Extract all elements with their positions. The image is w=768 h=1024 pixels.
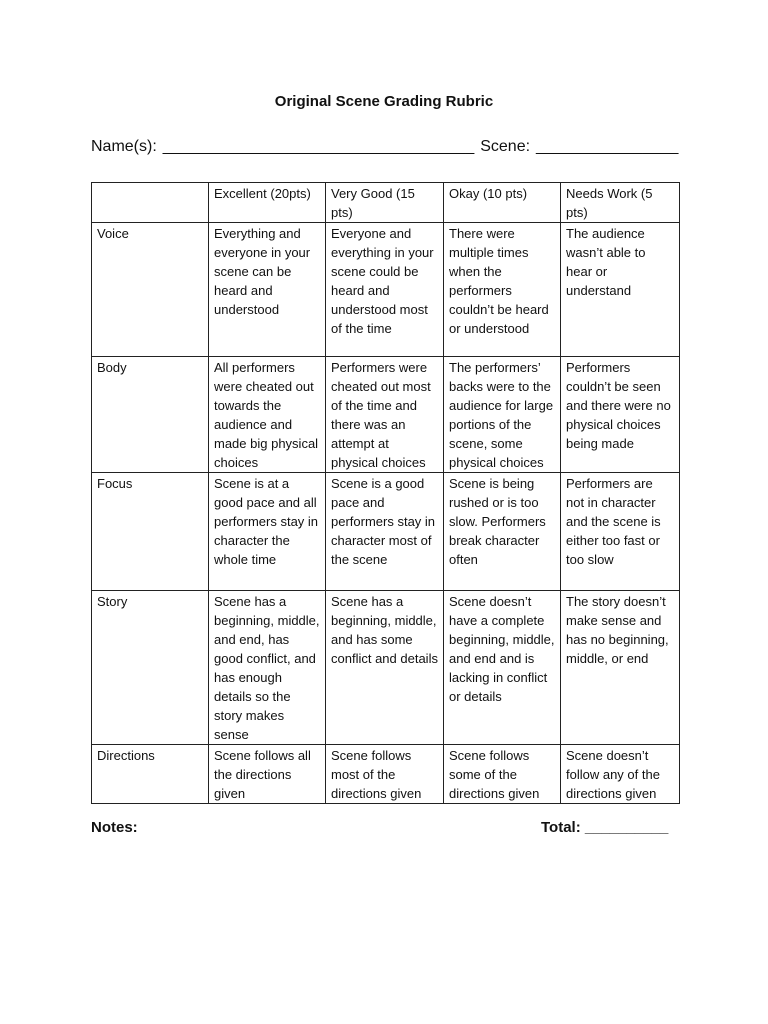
header-cell-blank bbox=[92, 183, 209, 223]
header-cell-okay: Okay (10 pts) bbox=[444, 183, 561, 223]
rubric-cell: Scene has a beginning, middle, and has some conflict and details bbox=[326, 591, 444, 745]
page-title: Original Scene Grading Rubric bbox=[274, 93, 494, 110]
rubric-cell: Performers were cheated out most of the time and there was an attempt at physical choices bbox=[326, 357, 444, 473]
category-cell: Voice bbox=[92, 223, 209, 357]
rubric-cell: There were multiple times when the performers couldn’t be heard or understood bbox=[444, 223, 561, 357]
header-cell-very-good: Very Good (15 pts) bbox=[326, 183, 444, 223]
header-cell-needs-work: Needs Work (5 pts) bbox=[561, 183, 680, 223]
rubric-cell: The story doesn’t make sense and has no beginning, middle, or end bbox=[561, 591, 680, 745]
total-label[interactable]: Total: __________ bbox=[541, 819, 669, 836]
table-row bbox=[92, 591, 680, 745]
notes-label: Notes: bbox=[91, 819, 138, 836]
rubric-cell: Everyone and everything in your scene could be heard and understood most of the time bbox=[326, 223, 444, 357]
rubric-cell: All performers were cheated out towards the audience and made big physical choices bbox=[209, 357, 326, 473]
rubric-cell: Performers are not in character and the scene is either too fast or too slow bbox=[561, 473, 680, 591]
category-cell: Body bbox=[92, 357, 209, 473]
scene-blank[interactable]: ________________ bbox=[536, 138, 679, 155]
names-scene-line bbox=[91, 138, 691, 156]
table-row bbox=[92, 357, 680, 473]
table-row bbox=[92, 745, 680, 804]
rubric-cell: Scene follows most of the directions given bbox=[326, 745, 444, 804]
rubric-cell: Scene is at a good pace and all performers stay in character the whole time bbox=[209, 473, 326, 591]
rubric-cell: Scene follows all the directions given bbox=[209, 745, 326, 804]
rubric-cell: Scene has a beginning, middle, and end, has good conflict, and has enough details so the story makes sense bbox=[209, 591, 326, 745]
rubric-header-row bbox=[92, 183, 680, 223]
rubric-cell: Performers couldn’t be seen and there were no physical choices being made bbox=[561, 357, 680, 473]
names-label: Name(s): bbox=[91, 138, 157, 155]
rubric-table bbox=[91, 182, 680, 804]
rubric-cell: Scene doesn’t have a complete beginning, middle, and end and is lacking in conflict or details bbox=[444, 591, 561, 745]
header-cell-excellent: Excellent (20pts) bbox=[209, 183, 326, 223]
names-blank[interactable]: ___________________________________ bbox=[162, 138, 475, 155]
rubric-cell: The audience wasn’t able to hear or understand bbox=[561, 223, 680, 357]
table-row bbox=[92, 473, 680, 591]
rubric-cell: Scene follows some of the directions given bbox=[444, 745, 561, 804]
rubric-cell: Everything and everyone in your scene can be heard and understood bbox=[209, 223, 326, 357]
category-cell: Directions bbox=[92, 745, 209, 804]
rubric-cell: The performers’ backs were to the audience for large portions of the scene, some physical choices bbox=[444, 357, 561, 473]
category-cell: Focus bbox=[92, 473, 209, 591]
rubric-cell: Scene is being rushed or is too slow. Performers break character often bbox=[444, 473, 561, 591]
rubric-cell: Scene is a good pace and performers stay in character most of the scene bbox=[326, 473, 444, 591]
rubric-cell: Scene doesn’t follow any of the directions given bbox=[561, 745, 680, 804]
category-cell: Story bbox=[92, 591, 209, 745]
scene-label: Scene: bbox=[480, 138, 531, 155]
table-row bbox=[92, 223, 680, 357]
